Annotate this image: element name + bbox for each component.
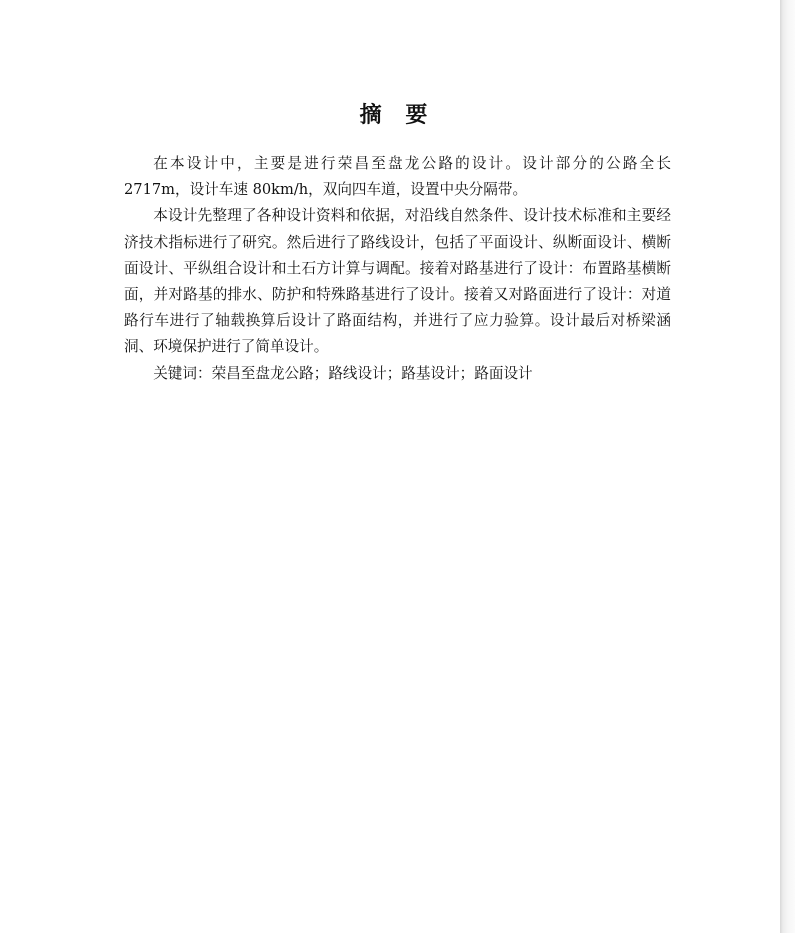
keywords-line: 关键词：荣昌至盘龙公路；路线设计；路基设计；路面设计 <box>153 364 533 382</box>
abstract-body <box>124 151 671 387</box>
abstract-paragraph-1: 在本设计中，主要是进行荣昌至盘龙公路的设计。设计部分的公路全长2717m，设计车速 80km/h，双向四车道，设置中央分隔带。 <box>124 155 671 199</box>
abstract-paragraph-2: 本设计先整理了各种设计资料和依据，对沿线自然条件、设计技术标准和主要经济技术指标进行了研究。然后进行了路线设计，包括了平面设计、纵断面设计、横断面设计、平纵组合设计和土石方计算与调配。接着对路基进行了设计：布置路基横断面，并对路基的排水、防护和特殊路基进行了设计。接着又对路面进行了设计：对道路行车进行了轴载换算后设计了路面结构，并进行了应力验算。设计最后对桥梁涵洞、环境保护进行了简单设计。 <box>124 207 671 356</box>
abstract-title: 摘 要 <box>359 103 436 128</box>
page-edge-shadow <box>780 0 795 933</box>
